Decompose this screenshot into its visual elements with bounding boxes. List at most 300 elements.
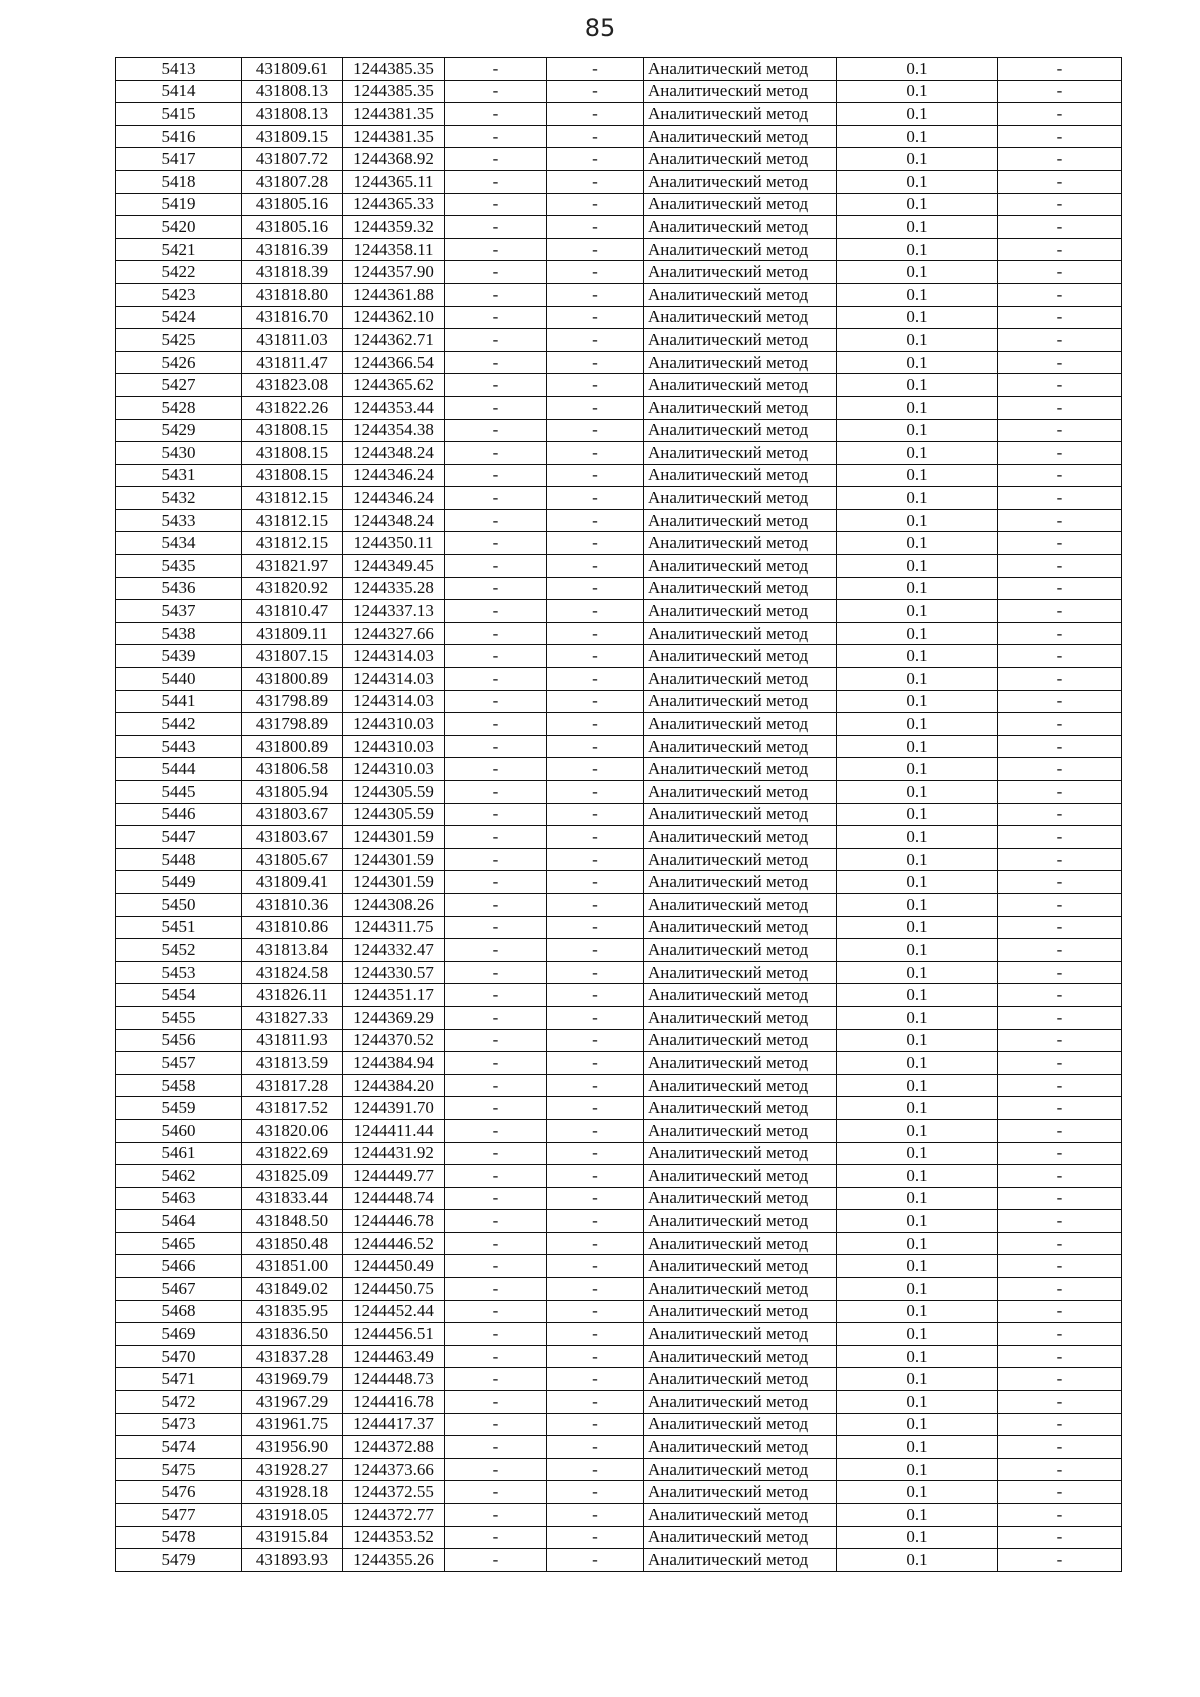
dash-cell: - bbox=[998, 1165, 1122, 1188]
method-cell: Аналитический метод bbox=[644, 1481, 837, 1504]
x-coordinate-cell: 431825.09 bbox=[242, 1165, 343, 1188]
point-number-cell: 5419 bbox=[116, 193, 242, 216]
point-number-cell: 5443 bbox=[116, 735, 242, 758]
dash-cell: - bbox=[998, 1052, 1122, 1075]
dash-cell: - bbox=[998, 781, 1122, 804]
y-coordinate-cell: 1244372.88 bbox=[343, 1436, 445, 1459]
accuracy-cell: 0.1 bbox=[837, 758, 998, 781]
dash-cell: - bbox=[998, 1368, 1122, 1391]
point-number-cell: 5453 bbox=[116, 961, 242, 984]
x-coordinate-cell: 431798.89 bbox=[242, 690, 343, 713]
dash-cell: - bbox=[445, 735, 547, 758]
point-number-cell: 5432 bbox=[116, 487, 242, 510]
x-coordinate-cell: 431807.28 bbox=[242, 170, 343, 193]
x-coordinate-cell: 431961.75 bbox=[242, 1413, 343, 1436]
point-number-cell: 5437 bbox=[116, 600, 242, 623]
dash-cell: - bbox=[998, 848, 1122, 871]
dash-cell: - bbox=[547, 577, 644, 600]
dash-cell: - bbox=[445, 781, 547, 804]
table-row bbox=[116, 1278, 1122, 1301]
method-cell: Аналитический метод bbox=[644, 532, 837, 555]
accuracy-cell: 0.1 bbox=[837, 939, 998, 962]
y-coordinate-cell: 1244446.78 bbox=[343, 1210, 445, 1233]
x-coordinate-cell: 431820.92 bbox=[242, 577, 343, 600]
table-row bbox=[116, 487, 1122, 510]
dash-cell: - bbox=[998, 170, 1122, 193]
dash-cell: - bbox=[547, 893, 644, 916]
dash-cell: - bbox=[998, 80, 1122, 103]
dash-cell: - bbox=[445, 148, 547, 171]
method-cell: Аналитический метод bbox=[644, 58, 837, 81]
y-coordinate-cell: 1244355.26 bbox=[343, 1549, 445, 1572]
dash-cell: - bbox=[998, 464, 1122, 487]
x-coordinate-cell: 431807.72 bbox=[242, 148, 343, 171]
dash-cell: - bbox=[445, 577, 547, 600]
table-row bbox=[116, 668, 1122, 691]
dash-cell: - bbox=[547, 216, 644, 239]
dash-cell: - bbox=[547, 1391, 644, 1414]
method-cell: Аналитический метод bbox=[644, 826, 837, 849]
y-coordinate-cell: 1244365.33 bbox=[343, 193, 445, 216]
accuracy-cell: 0.1 bbox=[837, 509, 998, 532]
dash-cell: - bbox=[445, 984, 547, 1007]
x-coordinate-cell: 431806.58 bbox=[242, 758, 343, 781]
method-cell: Аналитический метод bbox=[644, 1029, 837, 1052]
accuracy-cell: 0.1 bbox=[837, 125, 998, 148]
y-coordinate-cell: 1244450.49 bbox=[343, 1255, 445, 1278]
dash-cell: - bbox=[445, 103, 547, 126]
accuracy-cell: 0.1 bbox=[837, 58, 998, 81]
dash-cell: - bbox=[998, 871, 1122, 894]
table-row bbox=[116, 509, 1122, 532]
table-row bbox=[116, 464, 1122, 487]
dash-cell: - bbox=[998, 396, 1122, 419]
x-coordinate-cell: 431827.33 bbox=[242, 1006, 343, 1029]
table-row bbox=[116, 419, 1122, 442]
dash-cell: - bbox=[445, 1526, 547, 1549]
x-coordinate-cell: 431811.93 bbox=[242, 1029, 343, 1052]
point-number-cell: 5427 bbox=[116, 374, 242, 397]
dash-cell: - bbox=[445, 713, 547, 736]
method-cell: Аналитический метод bbox=[644, 984, 837, 1007]
x-coordinate-cell: 431811.03 bbox=[242, 329, 343, 352]
accuracy-cell: 0.1 bbox=[837, 1436, 998, 1459]
y-coordinate-cell: 1244353.44 bbox=[343, 396, 445, 419]
method-cell: Аналитический метод bbox=[644, 893, 837, 916]
accuracy-cell: 0.1 bbox=[837, 1413, 998, 1436]
point-number-cell: 5466 bbox=[116, 1255, 242, 1278]
method-cell: Аналитический метод bbox=[644, 1119, 837, 1142]
y-coordinate-cell: 1244335.28 bbox=[343, 577, 445, 600]
dash-cell: - bbox=[445, 758, 547, 781]
accuracy-cell: 0.1 bbox=[837, 1052, 998, 1075]
method-cell: Аналитический метод bbox=[644, 103, 837, 126]
dash-cell: - bbox=[998, 1458, 1122, 1481]
dash-cell: - bbox=[547, 329, 644, 352]
point-number-cell: 5418 bbox=[116, 170, 242, 193]
dash-cell: - bbox=[547, 1300, 644, 1323]
point-number-cell: 5472 bbox=[116, 1391, 242, 1414]
dash-cell: - bbox=[547, 125, 644, 148]
table-row bbox=[116, 758, 1122, 781]
method-cell: Аналитический метод bbox=[644, 1458, 837, 1481]
accuracy-cell: 0.1 bbox=[837, 577, 998, 600]
x-coordinate-cell: 431808.13 bbox=[242, 103, 343, 126]
dash-cell: - bbox=[445, 803, 547, 826]
table-row bbox=[116, 1526, 1122, 1549]
dash-cell: - bbox=[445, 939, 547, 962]
dash-cell: - bbox=[547, 306, 644, 329]
dash-cell: - bbox=[998, 1526, 1122, 1549]
method-cell: Аналитический метод bbox=[644, 283, 837, 306]
accuracy-cell: 0.1 bbox=[837, 351, 998, 374]
dash-cell: - bbox=[445, 645, 547, 668]
point-number-cell: 5434 bbox=[116, 532, 242, 555]
point-number-cell: 5445 bbox=[116, 781, 242, 804]
dash-cell: - bbox=[547, 261, 644, 284]
dash-cell: - bbox=[998, 600, 1122, 623]
accuracy-cell: 0.1 bbox=[837, 216, 998, 239]
dash-cell: - bbox=[547, 1210, 644, 1233]
table-row bbox=[116, 193, 1122, 216]
dash-cell: - bbox=[998, 1187, 1122, 1210]
dash-cell: - bbox=[445, 1052, 547, 1075]
y-coordinate-cell: 1244391.70 bbox=[343, 1097, 445, 1120]
dash-cell: - bbox=[547, 103, 644, 126]
table-row bbox=[116, 1232, 1122, 1255]
dash-cell: - bbox=[998, 103, 1122, 126]
x-coordinate-cell: 431809.41 bbox=[242, 871, 343, 894]
dash-cell: - bbox=[445, 58, 547, 81]
x-coordinate-cell: 431805.94 bbox=[242, 781, 343, 804]
y-coordinate-cell: 1244449.77 bbox=[343, 1165, 445, 1188]
table-row bbox=[116, 1165, 1122, 1188]
dash-cell: - bbox=[547, 509, 644, 532]
dash-cell: - bbox=[445, 193, 547, 216]
x-coordinate-cell: 431808.15 bbox=[242, 442, 343, 465]
y-coordinate-cell: 1244431.92 bbox=[343, 1142, 445, 1165]
x-coordinate-cell: 431824.58 bbox=[242, 961, 343, 984]
point-number-cell: 5444 bbox=[116, 758, 242, 781]
dash-cell: - bbox=[547, 170, 644, 193]
x-coordinate-cell: 431822.69 bbox=[242, 1142, 343, 1165]
accuracy-cell: 0.1 bbox=[837, 1368, 998, 1391]
accuracy-cell: 0.1 bbox=[837, 1255, 998, 1278]
dash-cell: - bbox=[547, 1345, 644, 1368]
dash-cell: - bbox=[445, 1187, 547, 1210]
y-coordinate-cell: 1244332.47 bbox=[343, 939, 445, 962]
x-coordinate-cell: 431805.67 bbox=[242, 848, 343, 871]
dash-cell: - bbox=[998, 1549, 1122, 1572]
accuracy-cell: 0.1 bbox=[837, 1345, 998, 1368]
accuracy-cell: 0.1 bbox=[837, 961, 998, 984]
accuracy-cell: 0.1 bbox=[837, 1391, 998, 1414]
table-row bbox=[116, 645, 1122, 668]
y-coordinate-cell: 1244463.49 bbox=[343, 1345, 445, 1368]
dash-cell: - bbox=[998, 351, 1122, 374]
method-cell: Аналитический метод bbox=[644, 848, 837, 871]
accuracy-cell: 0.1 bbox=[837, 1300, 998, 1323]
point-number-cell: 5455 bbox=[116, 1006, 242, 1029]
point-number-cell: 5431 bbox=[116, 464, 242, 487]
dash-cell: - bbox=[998, 216, 1122, 239]
point-number-cell: 5457 bbox=[116, 1052, 242, 1075]
dash-cell: - bbox=[547, 668, 644, 691]
point-number-cell: 5439 bbox=[116, 645, 242, 668]
method-cell: Аналитический метод bbox=[644, 374, 837, 397]
point-number-cell: 5414 bbox=[116, 80, 242, 103]
table-row bbox=[116, 1504, 1122, 1527]
method-cell: Аналитический метод bbox=[644, 1413, 837, 1436]
method-cell: Аналитический метод bbox=[644, 464, 837, 487]
accuracy-cell: 0.1 bbox=[837, 916, 998, 939]
y-coordinate-cell: 1244359.32 bbox=[343, 216, 445, 239]
y-coordinate-cell: 1244448.74 bbox=[343, 1187, 445, 1210]
dash-cell: - bbox=[547, 1323, 644, 1346]
point-number-cell: 5474 bbox=[116, 1436, 242, 1459]
dash-cell: - bbox=[445, 532, 547, 555]
y-coordinate-cell: 1244450.75 bbox=[343, 1278, 445, 1301]
method-cell: Аналитический метод bbox=[644, 1436, 837, 1459]
table-row bbox=[116, 1391, 1122, 1414]
dash-cell: - bbox=[998, 758, 1122, 781]
dash-cell: - bbox=[998, 58, 1122, 81]
dash-cell: - bbox=[445, 1165, 547, 1188]
accuracy-cell: 0.1 bbox=[837, 283, 998, 306]
dash-cell: - bbox=[547, 735, 644, 758]
y-coordinate-cell: 1244384.94 bbox=[343, 1052, 445, 1075]
method-cell: Аналитический метод bbox=[644, 758, 837, 781]
dash-cell: - bbox=[998, 826, 1122, 849]
method-cell: Аналитический метод bbox=[644, 419, 837, 442]
dash-cell: - bbox=[547, 826, 644, 849]
x-coordinate-cell: 431813.84 bbox=[242, 939, 343, 962]
y-coordinate-cell: 1244308.26 bbox=[343, 893, 445, 916]
accuracy-cell: 0.1 bbox=[837, 735, 998, 758]
table-row bbox=[116, 826, 1122, 849]
table-row bbox=[116, 125, 1122, 148]
table-row bbox=[116, 984, 1122, 1007]
dash-cell: - bbox=[998, 577, 1122, 600]
dash-cell: - bbox=[445, 509, 547, 532]
x-coordinate-cell: 431808.15 bbox=[242, 464, 343, 487]
accuracy-cell: 0.1 bbox=[837, 306, 998, 329]
accuracy-cell: 0.1 bbox=[837, 532, 998, 555]
method-cell: Аналитический метод bbox=[644, 1142, 837, 1165]
dash-cell: - bbox=[547, 419, 644, 442]
dash-cell: - bbox=[547, 1481, 644, 1504]
dash-cell: - bbox=[445, 555, 547, 578]
x-coordinate-cell: 431817.28 bbox=[242, 1074, 343, 1097]
table-row bbox=[116, 577, 1122, 600]
dash-cell: - bbox=[445, 374, 547, 397]
accuracy-cell: 0.1 bbox=[837, 238, 998, 261]
dash-cell: - bbox=[547, 961, 644, 984]
accuracy-cell: 0.1 bbox=[837, 396, 998, 419]
dash-cell: - bbox=[445, 1436, 547, 1459]
dash-cell: - bbox=[445, 1142, 547, 1165]
dash-cell: - bbox=[547, 374, 644, 397]
x-coordinate-cell: 431812.15 bbox=[242, 487, 343, 510]
dash-cell: - bbox=[998, 261, 1122, 284]
method-cell: Аналитический метод bbox=[644, 690, 837, 713]
accuracy-cell: 0.1 bbox=[837, 871, 998, 894]
y-coordinate-cell: 1244417.37 bbox=[343, 1413, 445, 1436]
y-coordinate-cell: 1244452.44 bbox=[343, 1300, 445, 1323]
table-row bbox=[116, 1255, 1122, 1278]
y-coordinate-cell: 1244310.03 bbox=[343, 735, 445, 758]
dash-cell: - bbox=[445, 238, 547, 261]
method-cell: Аналитический метод bbox=[644, 1006, 837, 1029]
point-number-cell: 5448 bbox=[116, 848, 242, 871]
point-number-cell: 5450 bbox=[116, 893, 242, 916]
dash-cell: - bbox=[547, 690, 644, 713]
accuracy-cell: 0.1 bbox=[837, 713, 998, 736]
y-coordinate-cell: 1244354.38 bbox=[343, 419, 445, 442]
accuracy-cell: 0.1 bbox=[837, 1029, 998, 1052]
dash-cell: - bbox=[998, 329, 1122, 352]
x-coordinate-cell: 431807.15 bbox=[242, 645, 343, 668]
y-coordinate-cell: 1244351.17 bbox=[343, 984, 445, 1007]
table-row bbox=[116, 351, 1122, 374]
table-row bbox=[116, 939, 1122, 962]
y-coordinate-cell: 1244353.52 bbox=[343, 1526, 445, 1549]
dash-cell: - bbox=[998, 1097, 1122, 1120]
point-number-cell: 5447 bbox=[116, 826, 242, 849]
dash-cell: - bbox=[998, 1300, 1122, 1323]
method-cell: Аналитический метод bbox=[644, 442, 837, 465]
point-number-cell: 5449 bbox=[116, 871, 242, 894]
x-coordinate-cell: 431803.67 bbox=[242, 803, 343, 826]
dash-cell: - bbox=[445, 1006, 547, 1029]
y-coordinate-cell: 1244348.24 bbox=[343, 442, 445, 465]
dash-cell: - bbox=[998, 1029, 1122, 1052]
x-coordinate-cell: 431816.39 bbox=[242, 238, 343, 261]
dash-cell: - bbox=[445, 306, 547, 329]
dash-cell: - bbox=[547, 80, 644, 103]
point-number-cell: 5420 bbox=[116, 216, 242, 239]
x-coordinate-cell: 431835.95 bbox=[242, 1300, 343, 1323]
method-cell: Аналитический метод bbox=[644, 351, 837, 374]
x-coordinate-cell: 431928.27 bbox=[242, 1458, 343, 1481]
accuracy-cell: 0.1 bbox=[837, 1323, 998, 1346]
dash-cell: - bbox=[547, 193, 644, 216]
x-coordinate-cell: 431848.50 bbox=[242, 1210, 343, 1233]
dash-cell: - bbox=[445, 848, 547, 871]
x-coordinate-cell: 431836.50 bbox=[242, 1323, 343, 1346]
dash-cell: - bbox=[445, 487, 547, 510]
x-coordinate-cell: 431967.29 bbox=[242, 1391, 343, 1414]
accuracy-cell: 0.1 bbox=[837, 1481, 998, 1504]
table-row bbox=[116, 238, 1122, 261]
dash-cell: - bbox=[445, 419, 547, 442]
method-cell: Аналитический метод bbox=[644, 193, 837, 216]
point-number-cell: 5478 bbox=[116, 1526, 242, 1549]
method-cell: Аналитический метод bbox=[644, 1074, 837, 1097]
dash-cell: - bbox=[445, 1345, 547, 1368]
point-number-cell: 5440 bbox=[116, 668, 242, 691]
table-row bbox=[116, 1029, 1122, 1052]
point-number-cell: 5477 bbox=[116, 1504, 242, 1527]
dash-cell: - bbox=[547, 1029, 644, 1052]
y-coordinate-cell: 1244346.24 bbox=[343, 487, 445, 510]
dash-cell: - bbox=[445, 690, 547, 713]
table-row bbox=[116, 532, 1122, 555]
method-cell: Аналитический метод bbox=[644, 577, 837, 600]
dash-cell: - bbox=[547, 487, 644, 510]
point-number-cell: 5424 bbox=[116, 306, 242, 329]
point-number-cell: 5425 bbox=[116, 329, 242, 352]
dash-cell: - bbox=[998, 1255, 1122, 1278]
dash-cell: - bbox=[998, 238, 1122, 261]
dash-cell: - bbox=[998, 713, 1122, 736]
table-row bbox=[116, 781, 1122, 804]
table-row bbox=[116, 1187, 1122, 1210]
y-coordinate-cell: 1244301.59 bbox=[343, 871, 445, 894]
y-coordinate-cell: 1244373.66 bbox=[343, 1458, 445, 1481]
table-row bbox=[116, 1345, 1122, 1368]
dash-cell: - bbox=[998, 1232, 1122, 1255]
y-coordinate-cell: 1244305.59 bbox=[343, 781, 445, 804]
point-number-cell: 5416 bbox=[116, 125, 242, 148]
method-cell: Аналитический метод bbox=[644, 1391, 837, 1414]
dash-cell: - bbox=[998, 961, 1122, 984]
table-row bbox=[116, 735, 1122, 758]
x-coordinate-cell: 431893.93 bbox=[242, 1549, 343, 1572]
table-row bbox=[116, 1413, 1122, 1436]
dash-cell: - bbox=[998, 532, 1122, 555]
accuracy-cell: 0.1 bbox=[837, 781, 998, 804]
dash-cell: - bbox=[547, 555, 644, 578]
dash-cell: - bbox=[998, 1323, 1122, 1346]
table-row bbox=[116, 690, 1122, 713]
accuracy-cell: 0.1 bbox=[837, 1187, 998, 1210]
y-coordinate-cell: 1244350.11 bbox=[343, 532, 445, 555]
method-cell: Аналитический метод bbox=[644, 555, 837, 578]
dash-cell: - bbox=[445, 1119, 547, 1142]
dash-cell: - bbox=[547, 1006, 644, 1029]
dash-cell: - bbox=[998, 1210, 1122, 1233]
y-coordinate-cell: 1244368.92 bbox=[343, 148, 445, 171]
table-row bbox=[116, 1368, 1122, 1391]
y-coordinate-cell: 1244365.11 bbox=[343, 170, 445, 193]
dash-cell: - bbox=[547, 1232, 644, 1255]
accuracy-cell: 0.1 bbox=[837, 1074, 998, 1097]
x-coordinate-cell: 431805.16 bbox=[242, 193, 343, 216]
y-coordinate-cell: 1244310.03 bbox=[343, 713, 445, 736]
point-number-cell: 5422 bbox=[116, 261, 242, 284]
dash-cell: - bbox=[445, 826, 547, 849]
point-number-cell: 5428 bbox=[116, 396, 242, 419]
method-cell: Аналитический метод bbox=[644, 1052, 837, 1075]
x-coordinate-cell: 431810.36 bbox=[242, 893, 343, 916]
point-number-cell: 5454 bbox=[116, 984, 242, 1007]
dash-cell: - bbox=[547, 148, 644, 171]
point-number-cell: 5415 bbox=[116, 103, 242, 126]
x-coordinate-cell: 431826.11 bbox=[242, 984, 343, 1007]
dash-cell: - bbox=[547, 1187, 644, 1210]
dash-cell: - bbox=[998, 374, 1122, 397]
dash-cell: - bbox=[445, 1210, 547, 1233]
x-coordinate-cell: 431805.16 bbox=[242, 216, 343, 239]
accuracy-cell: 0.1 bbox=[837, 419, 998, 442]
point-number-cell: 5476 bbox=[116, 1481, 242, 1504]
dash-cell: - bbox=[445, 1300, 547, 1323]
method-cell: Аналитический метод bbox=[644, 939, 837, 962]
x-coordinate-cell: 431822.26 bbox=[242, 396, 343, 419]
method-cell: Аналитический метод bbox=[644, 916, 837, 939]
method-cell: Аналитический метод bbox=[644, 125, 837, 148]
